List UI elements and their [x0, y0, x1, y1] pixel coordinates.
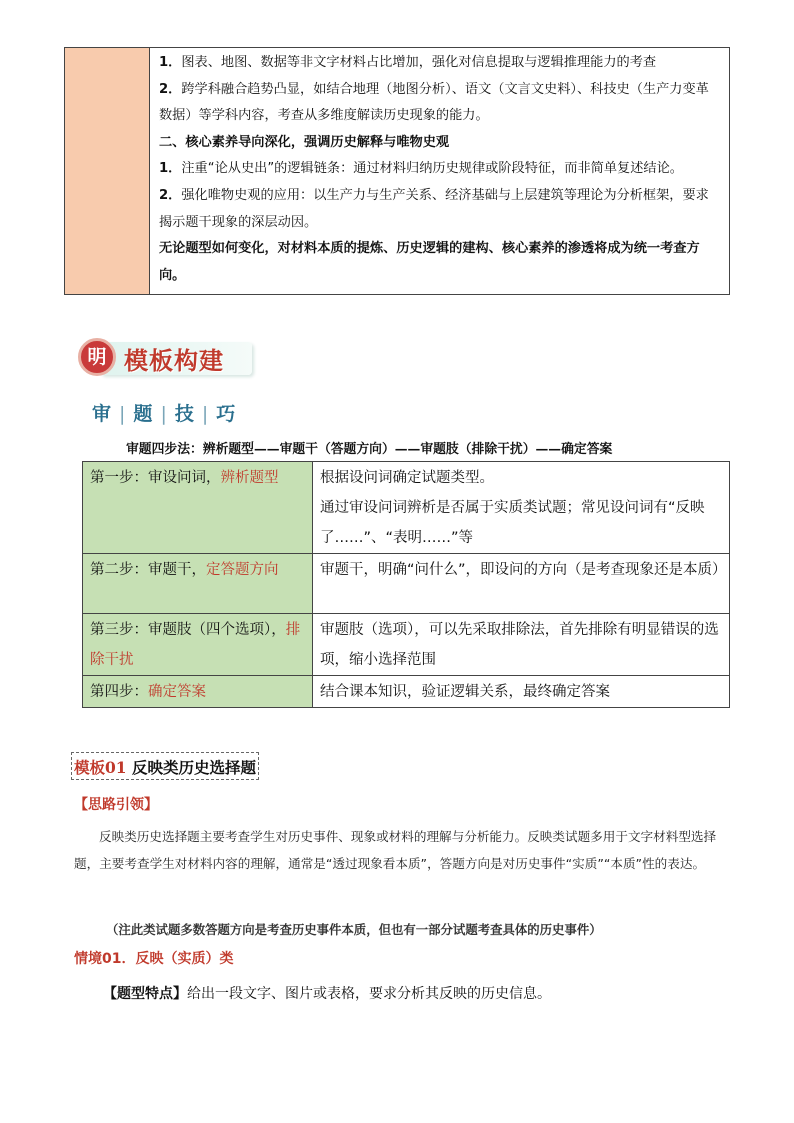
steps-table [82, 461, 730, 708]
summary-heading: 二、核心素养导向深化，强调历史解释与唯物史观 [159, 134, 450, 150]
step-row [83, 462, 730, 554]
step-desc: 根据设问词确定试题类型。 通过审设问词辨析是否属于实质类试题；常见设问词有“反映了……”、“表明……”等 [313, 462, 730, 554]
step-desc: 审题肢（选项），可以先采取排除法，首先排除有明显错误的选项，缩小选择范围 [313, 614, 730, 676]
summary-table-content [150, 48, 729, 294]
note-text: （注此类试题多数答题方向是考查历史事件本质，但也有一部分试题考查具体的历史事件） [106, 922, 602, 937]
step-row [83, 554, 730, 614]
step-label: 第四步：确定答案 [83, 676, 313, 708]
summary-conclusion: 无论题型如何变化，对材料本质的提炼、历史逻辑的建构、核心素养的渗透将成为统一考查方向。 [159, 241, 700, 283]
summary-table-label-cell [65, 48, 150, 294]
skills-heading: 审 | 题 | 技 | 巧 [92, 403, 238, 425]
summary-table [64, 47, 730, 295]
guide-paragraph: 反映类历史选择题主要考查学生对历史事件、现象或材料的理解与分析能力。反映类试题多用于文字材料型选择题，主要考查学生对材料内容的理解，通常是“透过现象看本质”，答题方向是对历史事件“实质”“本质”性的表达。 [74, 829, 717, 871]
step-label: 第二步：审题干，定答题方向 [83, 554, 313, 614]
summary-line: 2．跨学科融合趋势凸显，如结合地理（地图分析）、语文（文言文史料）、科技史（生产力变革数据）等学科内容，考查从多维度解读历史现象的能力。 [159, 81, 709, 124]
four-step-title: 审题四步法：辨析题型——审题干（答题方向）——审题肢（排除干扰）——确定答案 [126, 442, 613, 457]
step-row [83, 614, 730, 676]
section-banner [78, 338, 254, 378]
feature-line: 【题型特点】给出一段文字、图片或表格，要求分析其反映的历史信息。 [103, 986, 551, 1002]
step-row [83, 676, 730, 708]
step-label: 第一步：审设问词，辨析题型 [83, 462, 313, 554]
scene-heading: 情境01．反映（实质）类 [74, 951, 234, 967]
summary-line: 1．注重“论从史出”的逻辑链条：通过材料归纳历史规律或阶段特征，而非简单复述结论。 [159, 161, 683, 177]
banner-title: 模板构建 [124, 346, 224, 375]
template-heading: 模板01 反映类历史选择题 [71, 752, 259, 780]
seal-icon: 明 [78, 338, 116, 376]
summary-line: 1．图表、地图、数据等非文字材料占比增加，强化对信息提取与逻辑推理能力的考查 [159, 55, 657, 70]
guide-label: 【思路引领】 [74, 797, 158, 813]
step-desc: 审题干，明确“问什么”，即设问的方向（是考查现象还是本质） [313, 554, 730, 614]
step-desc: 结合课本知识，验证逻辑关系，最终确定答案 [313, 676, 730, 708]
summary-line: 2．强化唯物史观的应用：以生产力与生产关系、经济基础与上层建筑等理论为分析框架，要求揭示题干现象的深层动因。 [159, 187, 709, 230]
step-label: 第三步：审题肢（四个选项），排除干扰 [83, 614, 313, 676]
